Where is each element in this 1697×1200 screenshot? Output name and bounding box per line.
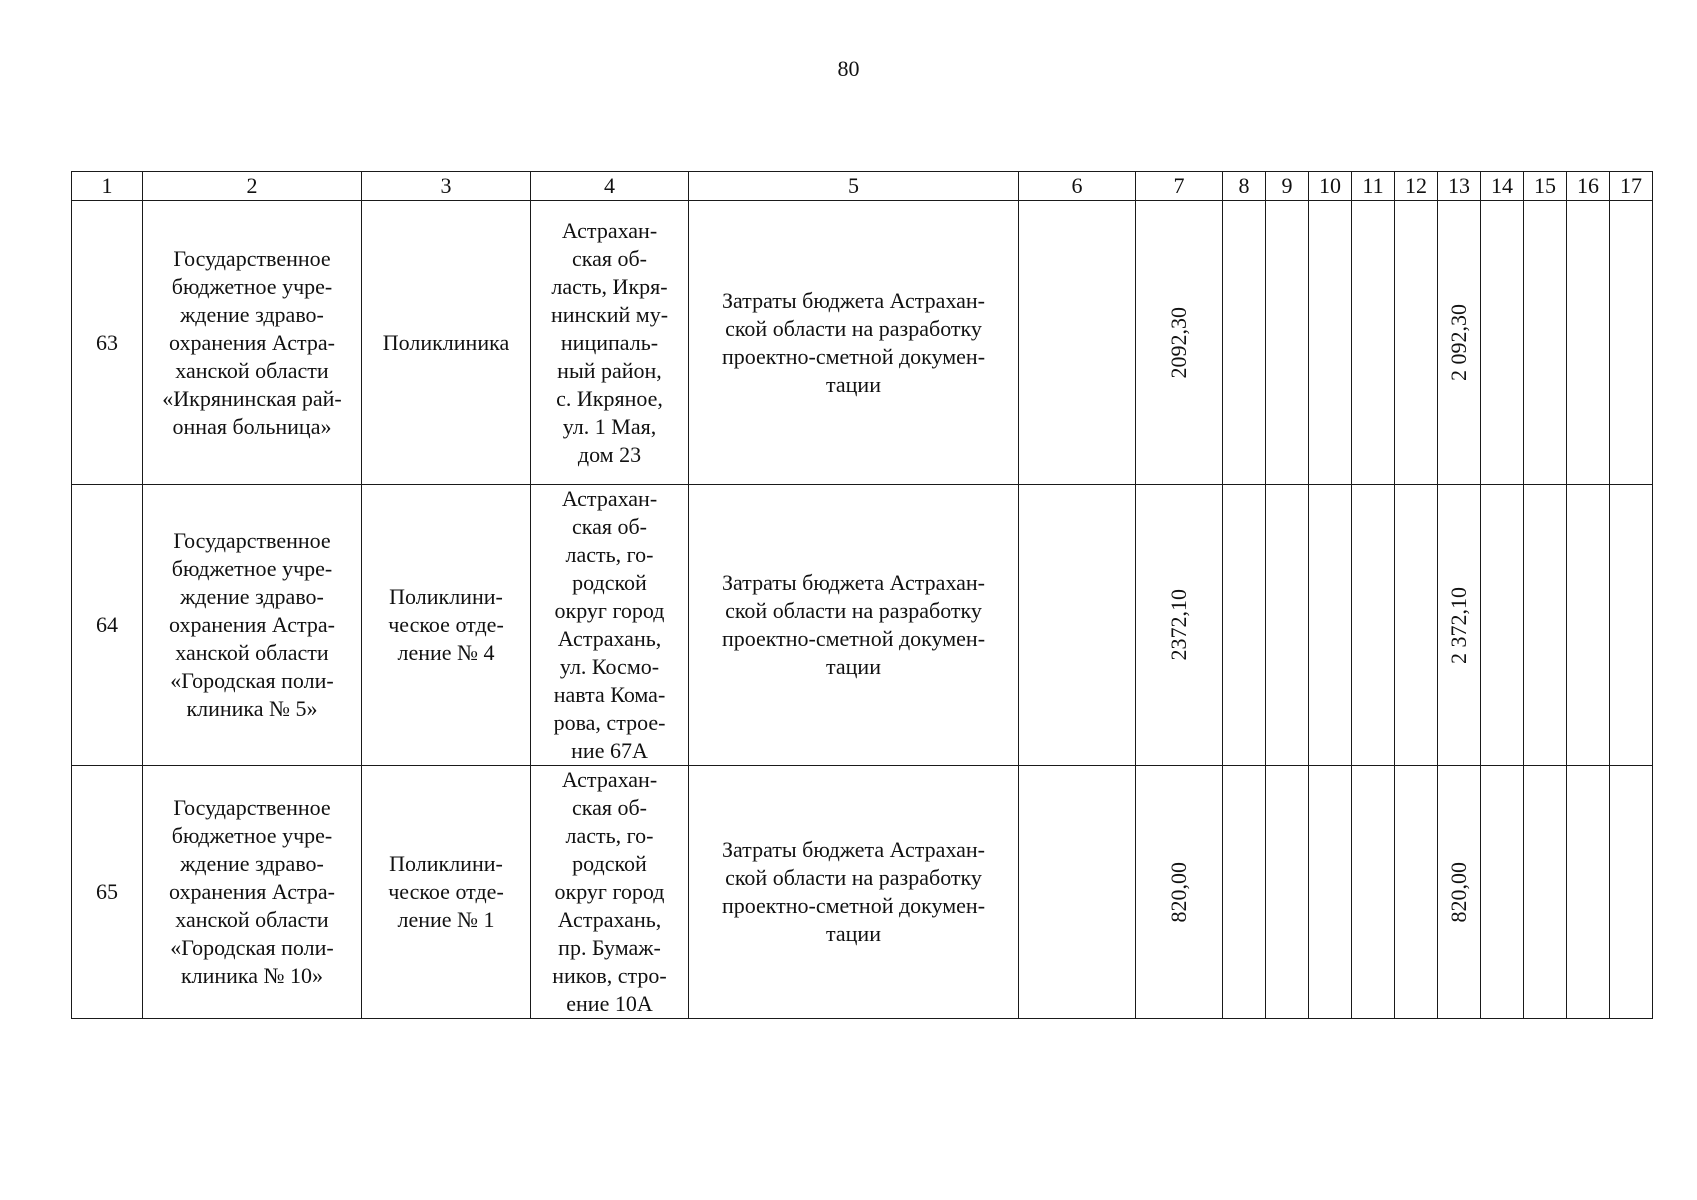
page-number: 80 <box>837 56 860 81</box>
col17-cell <box>1610 766 1653 1019</box>
col15-cell <box>1524 201 1567 485</box>
address-text: Астрахан- ская об- ласть, го- родской округ город Астрахань, пр. Бумаж- ников, стро- ение 10А <box>552 767 667 1016</box>
institution-text: Государственное бюджетное учре- ждение здраво- охранения Астра- ханской области «Городская поли- клиника № 5» <box>169 528 335 721</box>
row-number: 65 <box>72 766 143 1019</box>
col8-cell <box>1223 485 1266 766</box>
header-cell-4: 4 <box>531 172 689 201</box>
object-text: Поликлини- ческое отде- ление № 4 <box>388 584 504 665</box>
col7-value: 2092,30 <box>1166 306 1191 379</box>
table-row <box>72 201 1653 485</box>
col10-cell <box>1309 766 1352 1019</box>
header-cell-12: 12 <box>1395 172 1438 201</box>
col7-value: 820,00 <box>1166 861 1191 923</box>
institution-text: Государственное бюджетное учре- ждение здраво- охранения Астра- ханской области «Икрянинская рай- онная больница» <box>162 245 342 439</box>
header-cell-9: 9 <box>1266 172 1309 201</box>
table-row <box>72 766 1653 1019</box>
header-cell-7: 7 <box>1136 172 1223 201</box>
purpose-cell <box>689 201 1019 485</box>
header-cell-5: 5 <box>689 172 1019 201</box>
col14-cell <box>1481 766 1524 1019</box>
col7-cell <box>1136 766 1223 1019</box>
header-cell-10: 10 <box>1309 172 1352 201</box>
purpose-text: Затраты бюджета Астрахан- ской области на разработку проектно-сметной докумен- тации <box>721 287 986 397</box>
purpose-cell <box>689 766 1019 1019</box>
col16-cell <box>1567 201 1610 485</box>
object-text: Поликлини- ческое отде- ление № 1 <box>388 851 504 932</box>
col10-cell <box>1309 201 1352 485</box>
col16-cell <box>1567 485 1610 766</box>
col6-cell <box>1019 201 1136 485</box>
header-cell-6: 6 <box>1019 172 1136 201</box>
institution-text: Государственное бюджетное учре- ждение здраво- охранения Астра- ханской области «Городская поли- клиника № 10» <box>169 795 335 988</box>
col7-cell <box>1136 201 1223 485</box>
col11-cell <box>1352 485 1395 766</box>
header-cell-14: 14 <box>1481 172 1524 201</box>
institution-cell <box>143 766 362 1019</box>
header-row <box>72 172 1653 201</box>
col12-cell <box>1395 766 1438 1019</box>
col14-cell <box>1481 201 1524 485</box>
col9-cell <box>1266 201 1309 485</box>
col11-cell <box>1352 201 1395 485</box>
purpose-cell <box>689 485 1019 766</box>
header-cell-2: 2 <box>143 172 362 201</box>
col9-cell <box>1266 766 1309 1019</box>
col6-cell <box>1019 485 1136 766</box>
object-cell <box>362 766 531 1019</box>
col10-cell <box>1309 485 1352 766</box>
data-table <box>71 171 1653 1019</box>
object-text: Поликлиника <box>382 329 510 355</box>
address-text: Астрахан- ская об- ласть, Икря- нинский му- ниципаль- ный район, с. Икряное, ул. 1 Мая, дом 23 <box>550 217 669 467</box>
col17-cell <box>1610 485 1653 766</box>
header-cell-17: 17 <box>1610 172 1653 201</box>
header-cell-1: 1 <box>72 172 143 201</box>
header-cell-8: 8 <box>1223 172 1266 201</box>
col9-cell <box>1266 485 1309 766</box>
col7-cell <box>1136 485 1223 766</box>
col6-cell <box>1019 766 1136 1019</box>
col13-value: 2 372,10 <box>1446 586 1471 664</box>
header-cell-3: 3 <box>362 172 531 201</box>
object-cell <box>362 485 531 766</box>
col16-cell <box>1567 766 1610 1019</box>
col13-cell <box>1438 766 1481 1019</box>
col8-cell <box>1223 766 1266 1019</box>
row-number: 64 <box>72 485 143 766</box>
col12-cell <box>1395 201 1438 485</box>
header-cell-15: 15 <box>1524 172 1567 201</box>
col17-cell <box>1610 201 1653 485</box>
col13-cell <box>1438 485 1481 766</box>
row-number: 63 <box>72 201 143 485</box>
col13-value: 2 092,30 <box>1446 304 1471 381</box>
purpose-text: Затраты бюджета Астрахан- ской области на разработку проектно-сметной докумен- тации <box>721 570 986 679</box>
col12-cell <box>1395 485 1438 766</box>
col8-cell <box>1223 201 1266 485</box>
col13-cell <box>1438 201 1481 485</box>
institution-cell <box>143 201 362 485</box>
col15-cell <box>1524 766 1567 1019</box>
col7-value: 2372,10 <box>1166 589 1191 661</box>
address-cell <box>531 766 689 1019</box>
table-row <box>72 485 1653 766</box>
header-cell-11: 11 <box>1352 172 1395 201</box>
object-cell <box>362 201 531 485</box>
address-text: Астрахан- ская об- ласть, го- родской округ город Астрахань, ул. Космо- навта Кома- рова, строе- ние 67А <box>553 486 666 763</box>
purpose-text: Затраты бюджета Астрахан- ской области на разработку проектно-сметной докумен- тации <box>721 837 986 946</box>
col11-cell <box>1352 766 1395 1019</box>
institution-cell <box>143 485 362 766</box>
address-cell <box>531 201 689 485</box>
header-cell-16: 16 <box>1567 172 1610 201</box>
col15-cell <box>1524 485 1567 766</box>
header-cell-13: 13 <box>1438 172 1481 201</box>
col13-value: 820,00 <box>1446 861 1471 923</box>
address-cell <box>531 485 689 766</box>
col14-cell <box>1481 485 1524 766</box>
